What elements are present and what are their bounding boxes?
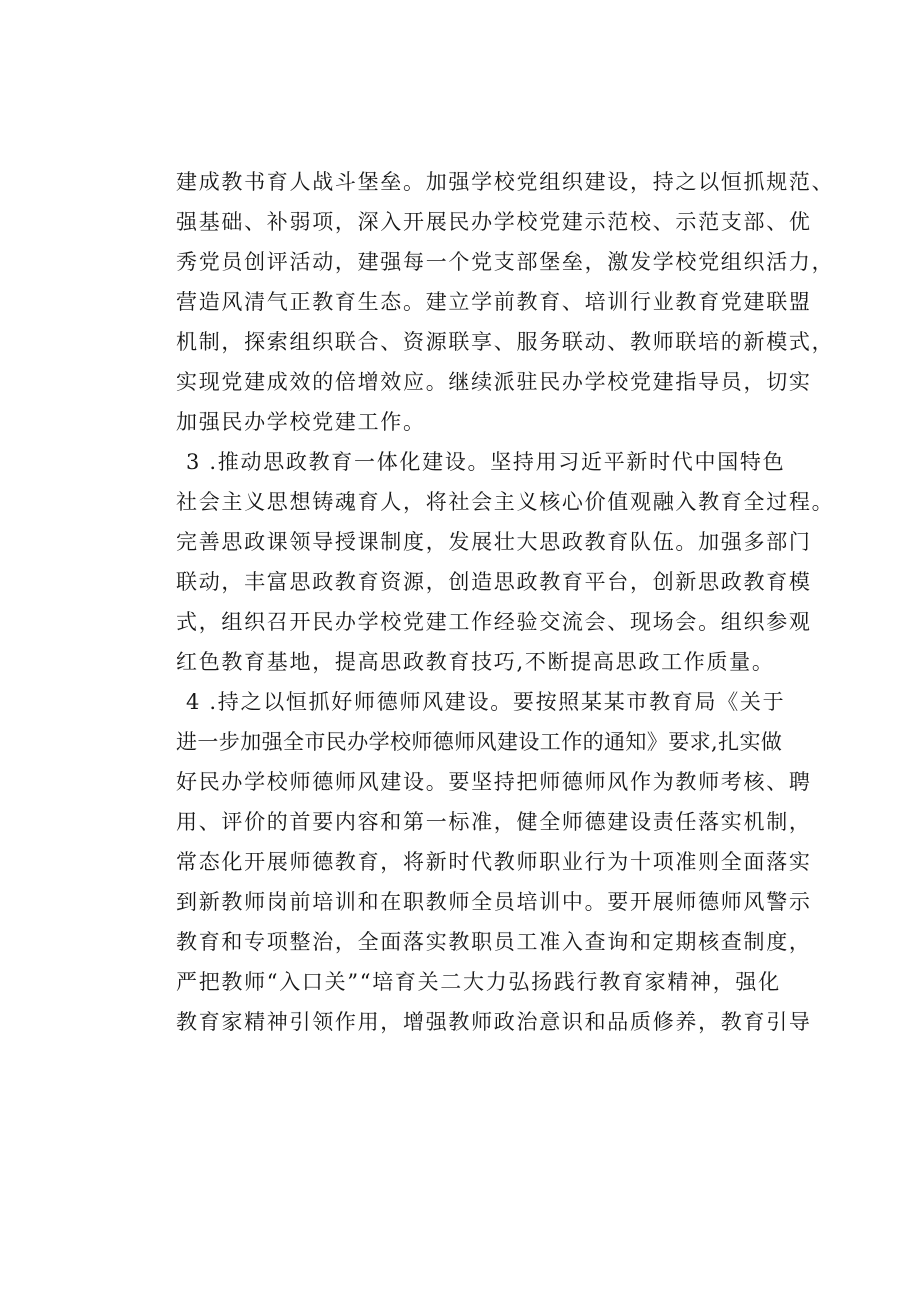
body-text <box>176 162 835 1042</box>
text-line: 机制，探索组织联合、资源联享、服务联动、教师联培的新模式， <box>176 330 835 354</box>
text-line: 完善思政课领导授课制度，发展壮大思政教育队伍。加强多部门 <box>176 530 812 554</box>
text-line: 式，组织召开民办学校党建工作经验交流会、现场会。组织参观 <box>176 610 812 634</box>
text-line: 强基础、补弱项，深入开展民办学校党建示范校、示范支部、优 <box>176 210 812 234</box>
text-line: 用、评价的首要内容和第一标准，健全师德建设责任落实机制， <box>176 810 812 834</box>
text-line: 加强民办学校党建工作。 <box>176 410 426 434</box>
text-line: 严把教师“入口关”“培育关二大力弘扬践行教育家精神，强化 <box>176 970 781 994</box>
text-line: 常态化开展师德教育，将新时代教师职业行为十项准则全面落实 <box>176 850 812 874</box>
text-line: 进一步加强全市民办学校师德师风建设工作的通知》要求,扎实做 <box>176 730 783 754</box>
text-line: 社会主义思想铸魂育人，将社会主义核心价值观融入教育全过程。 <box>176 490 835 514</box>
text-line: 建成教书育人战斗堡垒。加强学校党组织建设，持之以恒抓规范、 <box>176 170 835 194</box>
text-line: 教育和专项整治，全面落实教职员工准入查询和定期核查制度， <box>176 930 812 954</box>
section-heading-4: 4 .持之以恒抓好师德师风建设。要按照某某市教育局《关于 <box>186 690 786 714</box>
text-line: 营造风清气正教育生态。建立学前教育、培训行业教育党建联盟 <box>176 290 812 314</box>
text-line: 到新教师岗前培训和在职教师全员培训中。要开展师德师风警示 <box>176 890 812 914</box>
text-line: 教育家精神引领作用，增强教师政治意识和品质修养，教育引导 <box>176 1010 812 1034</box>
section-heading-3: 3 .推动思政教育一体化建设。坚持用习近平新时代中国特色 <box>186 450 786 474</box>
text-line: 好民办学校师德师风建设。要坚持把师德师风作为教师考核、聘 <box>176 770 812 794</box>
text-line: 红色教育基地，提高思政教育技巧,不断提高思政工作质量。 <box>176 650 775 674</box>
text-line: 联动，丰富思政教育资源，创造思政教育平台，创新思政教育模 <box>176 570 812 594</box>
text-line: 实现党建成效的倍增效应。继续派驻民办学校党建指导员，切实 <box>176 370 812 394</box>
text-line: 秀党员创评活动，建强每一个党支部堡垒，激发学校党组织活力， <box>176 250 835 274</box>
